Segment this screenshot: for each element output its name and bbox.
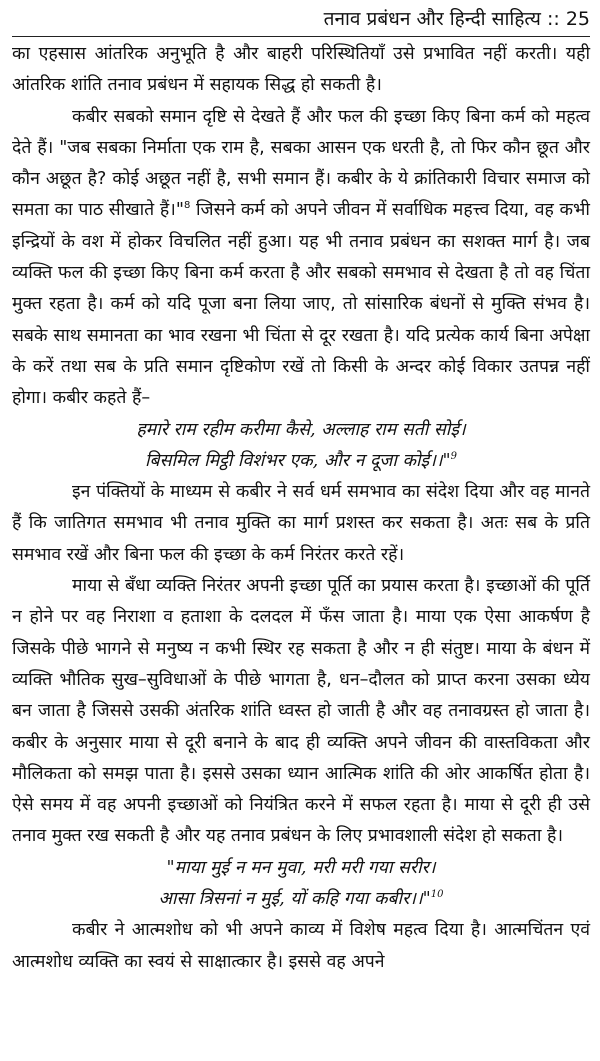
footnote-marker-9: 9: [450, 451, 457, 462]
footnote-marker-8: 8: [183, 200, 191, 212]
poem-2-line-2: आसा त्रिसनां न मुई, यों कहि गया कबीर।।"$^{10}$: [158, 889, 444, 910]
header-title: तनाव प्रबंधन और हिन्दी साहित्य :: 25: [323, 8, 590, 30]
poem-1-line-1: हमारे राम रहीम करीमा कैसे, अल्लाह राम सती सोई।: [136, 419, 466, 440]
running-header: [12, 6, 590, 37]
paragraph-sarva-dharma: इन पंक्तियों के माध्यम से कबीर ने सर्व धर्म समभाव का संदेश दिया और वह मानते हैं कि जातिगत समभाव भी तनाव मुक्ति का मार्ग प्रशस्त कर सकता है। अतः सब के प्रति समभाव रखें और बिना फल की इच्छा के कर्म निरंतर करते रहें।: [12, 482, 591, 565]
poem-2-line-1: "माया मुई न मन मुवा, मरी मरी गया सरीर।: [166, 857, 436, 878]
paragraph-atmashodh: कबीर ने आत्मशोध को भी अपने काव्य में विशेष महत्व दिया है। आत्मचिंतन एवं आत्मशोध व्यक्ति का स्वयं से साक्षात्कार है। इससे वह अपने: [12, 920, 590, 972]
paragraph-maya: माया से बँधा व्यक्ति निरंतर अपनी इच्छा पूर्ति का प्रयास करता है। इच्छाओं की पूर्ति न होने पर वह निराशा व हताशा के दलदल में फँस जाता है। माया एक ऐसा आकर्षण है जिसके पीछे भागने से मनुष्य न कभी स्थिर रह सकता है और न ही संतुष्ट। माया के बंधन में व्यक्ति भौतिक सुख–सुविधाओं के पीछे भागता है, धन–दौलत को प्राप्त करना उसका ध्येय बन जाता है जिससे उसकी अंतरिक शांति ध्वस्त हो जाती है और वह तनावग्रस्त हो जाता है। कबीर के अनुसार माया से दूरी बनाने के बाद ही व्यक्ति अपने जीवन की वास्तविकता और मौलिकता को समझ पाता है। इससे उसका ध्यान आत्मिक शांति की ओर आकर्षित होता है। ऐसे समय में वह अपनी इच्छाओं को नियंत्रित करने में सफल रहता है। माया से दूरी ही उसे तनाव मुक्त रख सकती है और यह तनाव प्रबंधन के लिए प्रभावशाली संदेश हो सकता है।: [12, 576, 590, 847]
poem-1-line-2: बिसमिल मिट्ठी विशंभर एक, और न दूजा कोई।।"$^9$: [144, 450, 457, 471]
footnote-marker-10: 10: [430, 889, 444, 901]
book-page: [12, 6, 590, 1056]
paragraph-continuation: का एहसास आंतरिक अनुभूति है और बाहरी परिस्थितियाँ उसे प्रभावित नहीं करती। यही आंतरिक शांति तनाव प्रबंधन में सहायक सिद्ध हो सकती है।: [12, 44, 590, 96]
paragraph-kabir-equality: कबीर सबको समान दृष्टि से देखते हैं और फल की इच्छा किए बिना कर्म को महत्व देते हैं। "जब सबका निर्माता एक राम है, सबका आसन एक धरती है, तो फिर कौन छूत और कौन अछूत है? कोई अछूत नहीं है, सभी समान हैं। कबीर के ये क्रांतिकारी विचार समाज को समता का पाठ सीखाते हैं।"$^8$ जिसने कर्म को अपने जीवन में सर्वाधिक महत्त्व दिया, वह कभी इन्द्रियों के वश में होकर विचलित नहीं हुआ। यह भी तनाव प्रबंधन का सशक्त मार्ग है। जब व्यक्ति फल की इच्छा किए बिना कर्म करता है और सबको समभाव से देखता है तो वह चिंता मुक्त रहता है। कर्म को यदि पूजा बना लिया जाए, तो सांसारिक बंधनों से मुक्ति संभव है। सबके साथ समानता का भाव रखना भी चिंता से दूर रखता है। यदि प्रत्येक कार्य बिना अपेक्षा के करें तथा सब के प्रति समान दृष्टिकोण रखें तो किसी के अन्दर कोई विकार उतपन्न नहीं होगा। कबीर कहते हैं–: [12, 106, 590, 409]
